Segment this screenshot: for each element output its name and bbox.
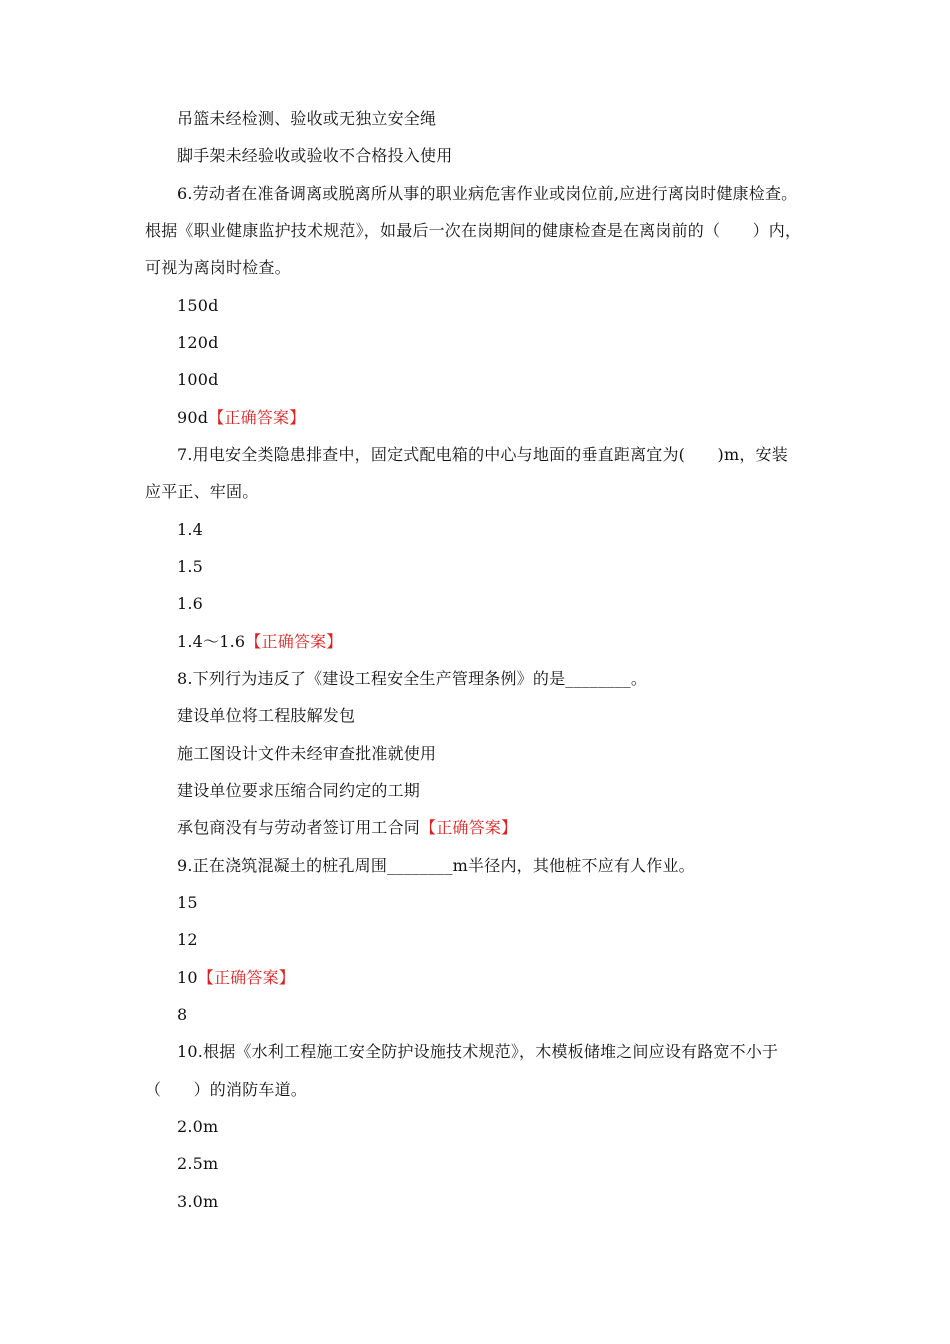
option-text: 施工图设计文件未经审查批准就使用 bbox=[177, 744, 437, 763]
option-text: 8 bbox=[177, 1005, 188, 1024]
correct-option bbox=[177, 818, 517, 838]
option-text: 1.5 bbox=[177, 557, 204, 576]
option-text: 1.4～1.6 bbox=[177, 632, 246, 651]
question-7-text-cont: 应平正、牢固。 bbox=[145, 482, 259, 501]
option-text: 2.0m bbox=[177, 1117, 219, 1136]
correct-answer-tag: 【正确答案】 bbox=[208, 408, 306, 427]
correct-option bbox=[177, 632, 343, 652]
option-text: 100d bbox=[177, 370, 219, 389]
option-text: 3.0m bbox=[177, 1192, 219, 1211]
option-text: 建设单位将工程肢解发包 bbox=[177, 706, 356, 725]
option-text: 12 bbox=[177, 930, 198, 949]
option-text: 建设单位要求压缩合同约定的工期 bbox=[177, 781, 421, 800]
correct-answer-tag: 【正确答案】 bbox=[245, 632, 343, 651]
question-8-text: 8.下列行为违反了《建设工程安全生产管理条例》的是________。 bbox=[177, 669, 648, 688]
correct-answer-tag: 【正确答案】 bbox=[420, 818, 518, 837]
option-text: 1.6 bbox=[177, 594, 204, 613]
question-6-text: 6.劳动者在准备调离或脱离所从事的职业病危害作业或岗位前,应进行离岗时健康检查。 bbox=[177, 184, 798, 203]
question-10-text: 10.根据《水利工程施工安全防护设施技术规范》，木模板储堆之间应设有路宽不小于 bbox=[177, 1042, 779, 1061]
question-9-text: 9.正在浇筑混凝土的桩孔周围________m半径内，其他桩不应有人作业。 bbox=[177, 856, 695, 875]
option-text: 1.4 bbox=[177, 520, 204, 539]
option-text: 90d bbox=[177, 408, 209, 427]
correct-option bbox=[177, 408, 305, 428]
option-text: 2.5m bbox=[177, 1154, 219, 1173]
option-text: 脚手架未经验收或验收不合格投入使用 bbox=[177, 146, 453, 165]
question-10-text-cont: （ ）的消防车道。 bbox=[145, 1080, 308, 1099]
question-6-text-cont: 根据《职业健康监护技术规范》，如最后一次在岗期间的健康检查是在离岗前的（ ）内， bbox=[145, 221, 802, 240]
correct-option bbox=[177, 968, 295, 988]
option-text: 150d bbox=[177, 296, 219, 315]
question-6-text-cont: 可视为离岗时检查。 bbox=[145, 258, 291, 277]
option-text: 15 bbox=[177, 893, 198, 912]
question-7-text: 7.用电安全类隐患排查中，固定式配电箱的中心与地面的垂直距离宜为( )m，安装 bbox=[177, 445, 788, 464]
correct-answer-tag: 【正确答案】 bbox=[197, 968, 295, 987]
option-text: 10 bbox=[177, 968, 198, 987]
option-text: 承包商没有与劳动者签订用工合同 bbox=[177, 818, 421, 837]
option-text: 吊篮未经检测、验收或无独立安全绳 bbox=[177, 109, 437, 128]
option-text: 120d bbox=[177, 333, 219, 352]
